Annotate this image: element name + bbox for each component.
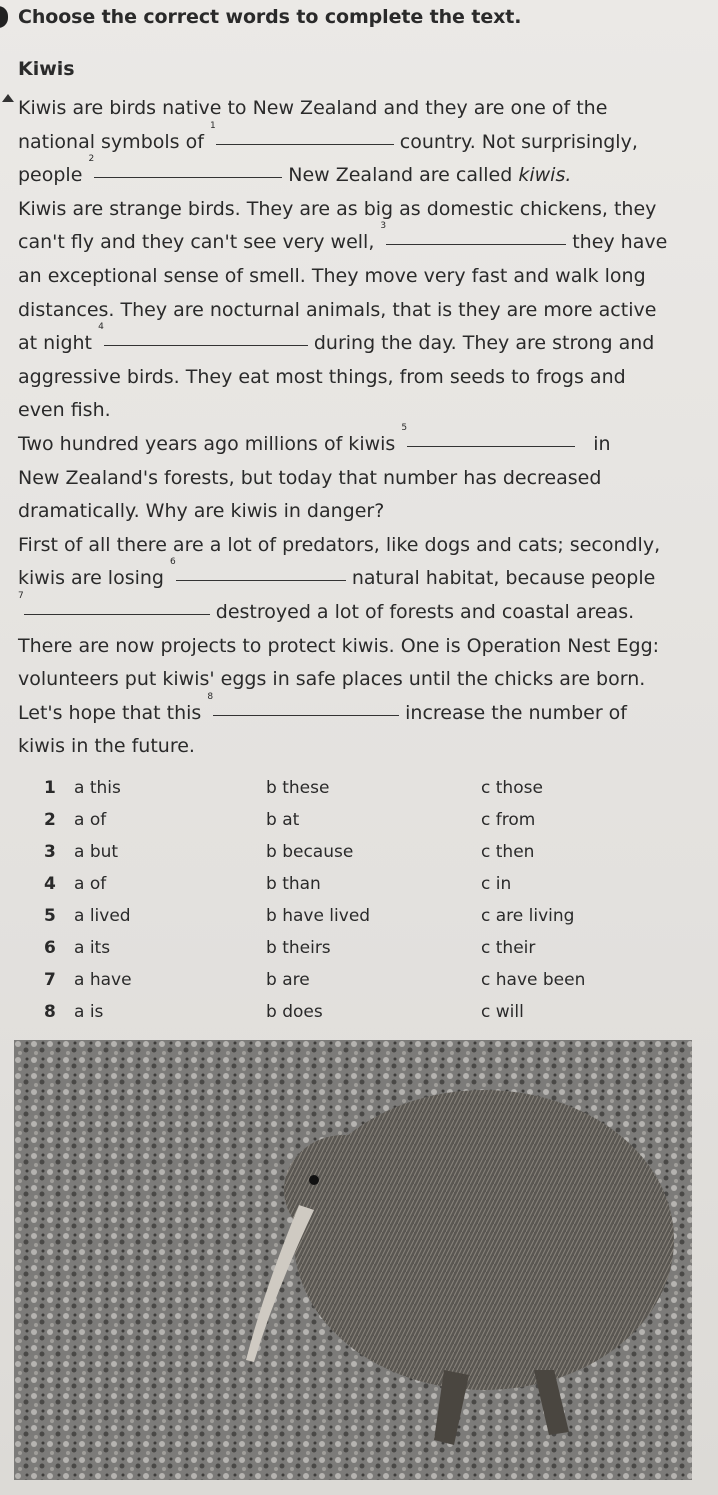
passage-line: an exceptional sense of smell. They move very fast and walk long [18, 264, 646, 287]
passage-line: even fish. [18, 399, 111, 422]
option-b[interactable]: b because [266, 842, 354, 862]
passage-line: volunteers put kiwis' eggs in safe places until the chicks are born. [18, 668, 646, 691]
option-c[interactable]: c are living [481, 906, 575, 926]
passage-line: First of all there are a lot of predators, like dogs and cats; secondly, [18, 533, 661, 556]
option-number: 6 [44, 938, 56, 958]
passage-line: Kiwis are strange birds. They are as big as domestic chickens, they [18, 197, 657, 220]
gap-number: 3 [380, 221, 387, 232]
option-c[interactable]: c then [481, 842, 535, 862]
option-number: 4 [44, 874, 56, 894]
reading-passage [18, 92, 710, 764]
passage-line: dramatically. Why are kiwis in danger? [18, 500, 385, 523]
option-b[interactable]: b are [266, 970, 310, 990]
option-row [44, 970, 704, 1002]
option-row [44, 842, 704, 874]
option-row [44, 778, 704, 810]
gap-8-blank[interactable] [213, 697, 399, 716]
option-c[interactable]: c their [481, 938, 536, 958]
gap-7-blank[interactable] [24, 596, 210, 615]
option-a[interactable]: a this [74, 778, 121, 798]
passage-line: kiwis are losing 6 natural habitat, because people [18, 562, 710, 596]
option-a[interactable]: a is [74, 1002, 104, 1022]
option-c[interactable]: c those [481, 778, 543, 798]
option-row [44, 874, 704, 906]
option-a[interactable]: a lived [74, 906, 131, 926]
option-c[interactable]: c have been [481, 970, 586, 990]
option-b[interactable]: b at [266, 810, 300, 830]
gap-number: 1 [209, 120, 216, 131]
kiwi-bird-icon [14, 1040, 692, 1480]
gap-number: 6 [170, 557, 176, 568]
option-c[interactable]: c will [481, 1002, 524, 1022]
option-row [44, 906, 704, 938]
passage-line: Let's hope that this 8 increase the number of [18, 697, 710, 731]
passage-line: kiwis in the future. [18, 735, 195, 758]
passage-line: distances. They are nocturnal animals, that is they are more active [18, 298, 657, 321]
passage-line: at night 4 during the day. They are strong and [18, 327, 710, 361]
option-b[interactable]: b than [266, 874, 321, 894]
option-a[interactable]: a of [74, 874, 107, 894]
option-a[interactable]: a but [74, 842, 119, 862]
gap-3-blank[interactable] [386, 226, 566, 245]
passage-line: aggressive birds. They eat most things, from seeds to frogs and [18, 365, 626, 388]
passage-line: Two hundred years ago millions of kiwis 5 in [18, 428, 710, 462]
option-c[interactable]: c from [481, 810, 536, 830]
option-number: 5 [44, 906, 56, 926]
gap-number: 8 [207, 691, 214, 702]
gap-1-blank[interactable] [216, 126, 394, 145]
option-row [44, 810, 704, 842]
option-b[interactable]: b these [266, 778, 330, 798]
option-row [44, 938, 704, 970]
option-number: 2 [44, 810, 56, 830]
reading-title: Kiwis [18, 58, 75, 80]
passage-line: can't fly and they can't see very well, 3 they have [18, 226, 710, 260]
option-b[interactable]: b theirs [266, 938, 331, 958]
gap-4-blank[interactable] [104, 327, 308, 346]
passage-line: 7 destroyed a lot of forests and coastal areas. [18, 596, 710, 630]
kiwi-bird-photo [14, 1040, 692, 1480]
gap-2-blank[interactable] [94, 159, 282, 178]
gap-number: 7 [18, 590, 24, 601]
option-number: 8 [44, 1002, 56, 1022]
option-a[interactable]: a its [74, 938, 111, 958]
option-number: 7 [44, 970, 56, 990]
gap-6-blank[interactable] [176, 562, 346, 581]
passage-line: people 2 New Zealand are called kiwis. [18, 159, 710, 193]
passage-line: Kiwis are birds native to New Zealand and they are one of the [18, 97, 608, 119]
gap-number: 5 [401, 422, 408, 433]
option-number: 1 [44, 778, 56, 798]
exercise-instruction: Choose the correct words to complete the text. [18, 6, 522, 28]
option-number: 3 [44, 842, 56, 862]
triangle-marker-icon [2, 94, 14, 102]
option-b[interactable]: b does [266, 1002, 323, 1022]
option-a[interactable]: a have [74, 970, 132, 990]
gap-5-blank[interactable] [407, 428, 575, 447]
option-a[interactable]: a of [74, 810, 107, 830]
answer-options [44, 778, 704, 1034]
passage-line: New Zealand's forests, but today that number has decreased [18, 466, 602, 489]
option-b[interactable]: b have lived [266, 906, 371, 926]
passage-line: national symbols of 1 country. Not surprisingly, [18, 126, 710, 160]
passage-line: There are now projects to protect kiwis. One is Operation Nest Egg: [18, 634, 660, 657]
section-bullet-icon [0, 6, 8, 28]
gap-number: 4 [98, 322, 104, 333]
gap-number: 2 [88, 154, 95, 165]
option-c[interactable]: c in [481, 874, 512, 894]
option-row [44, 1002, 704, 1034]
